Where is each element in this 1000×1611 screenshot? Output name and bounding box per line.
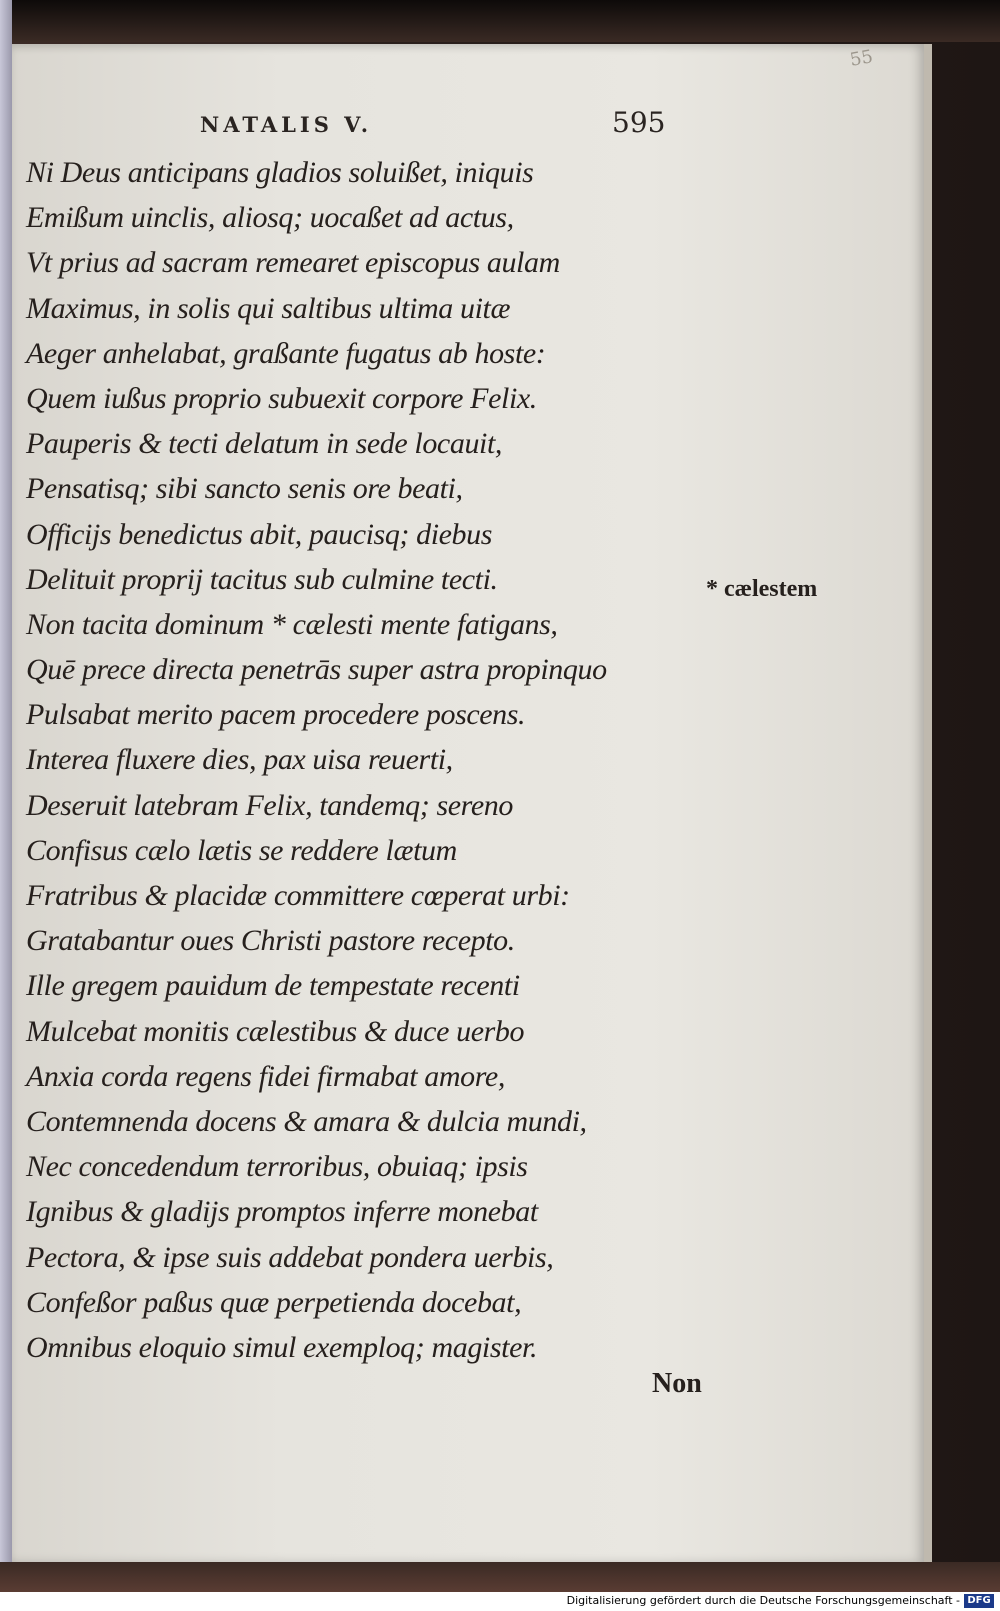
verse-line: Nec concedendum terroribus, obuiaq; ipsis <box>26 1150 528 1184</box>
page-fore-edge <box>924 44 932 1562</box>
verse-line: Deseruit latebram Felix, tandemq; sereno <box>26 788 513 822</box>
marginal-note: * cælestem <box>706 576 818 602</box>
verse-line: Fratribus & placidæ committere cœperat urbi: <box>26 879 570 912</box>
verse-line: Emißum uinclis, aliosq; uocaßet ad actus, <box>26 201 514 235</box>
binding-top-edge <box>0 0 1000 42</box>
verse-line: Quem iußus proprio subuexit corpore Felix. <box>26 381 537 415</box>
verse-line: Confeßor paßus quæ perpetienda docebat, <box>26 1285 522 1319</box>
verse-line: Omnibus eloquio simul exemploq; magister. <box>26 1330 538 1364</box>
binding-bottom-edge <box>0 1562 1000 1592</box>
page-number: 595 <box>612 106 666 139</box>
digitization-credit: Digitalisierung gefördert durch die Deutsche Forschungsgemeinschaft - <box>566 1594 960 1607</box>
verse-line: Vt prius ad sacram remearet episcopus aulam <box>26 246 560 280</box>
verse-line: Anxia corda regens fidei firmabat amore, <box>26 1059 505 1093</box>
verse-line: Pauperis & tecti delatum in sede locauit, <box>26 427 503 461</box>
verse-line: Ille gregem pauidum de tempestate recenti <box>26 969 520 1003</box>
verse-line: Pectora, & ipse suis addebat pondera uerbis, <box>26 1240 554 1274</box>
verse-line: Mulcebat monitis cælestibus & duce uerbo <box>26 1014 525 1048</box>
corner-mark: 55 <box>848 46 875 71</box>
verse-line: Ni Deus anticipans gladios soluißet, iniquis <box>26 156 534 189</box>
catchword: Non <box>652 1368 702 1399</box>
verse-line: Confisus cælo lætis se reddere lætum <box>26 833 457 867</box>
verse-line: Quē prece directa penetrās super astra propinquo <box>26 653 607 687</box>
verse-line: Contemnenda docens & amara & dulcia mundi, <box>26 1104 587 1138</box>
dfg-logo-icon: DFG <box>964 1594 994 1608</box>
verse-line: Interea fluxere dies, pax uisa reuerti, <box>26 743 453 777</box>
running-head: NATALIS V. <box>200 112 373 137</box>
verse-line: Non tacita dominum * cælesti mente fatigans, <box>26 607 558 641</box>
page-left-edge <box>0 0 12 1611</box>
verse-line: Pensatisq; sibi sancto senis ore beati, <box>26 472 463 506</box>
verse-text <box>26 150 607 1370</box>
verse-line: Maximus, in solis qui saltibus ultima uitæ <box>26 291 511 325</box>
verse-line: Gratabantur oues Christi pastore recepto. <box>26 924 515 958</box>
verse-line: Delituit proprij tacitus sub culmine tecti. <box>26 562 498 596</box>
verse-line: Ignibus & gladijs promptos inferre monebat <box>26 1195 538 1229</box>
verse-line: Pulsabat merito pacem procedere poscens. <box>26 698 526 732</box>
verse-line: Aeger anhelabat, graßante fugatus ab hoste: <box>26 336 546 370</box>
verse-line: Officijs benedictus abit, paucisq; diebus <box>26 517 493 551</box>
